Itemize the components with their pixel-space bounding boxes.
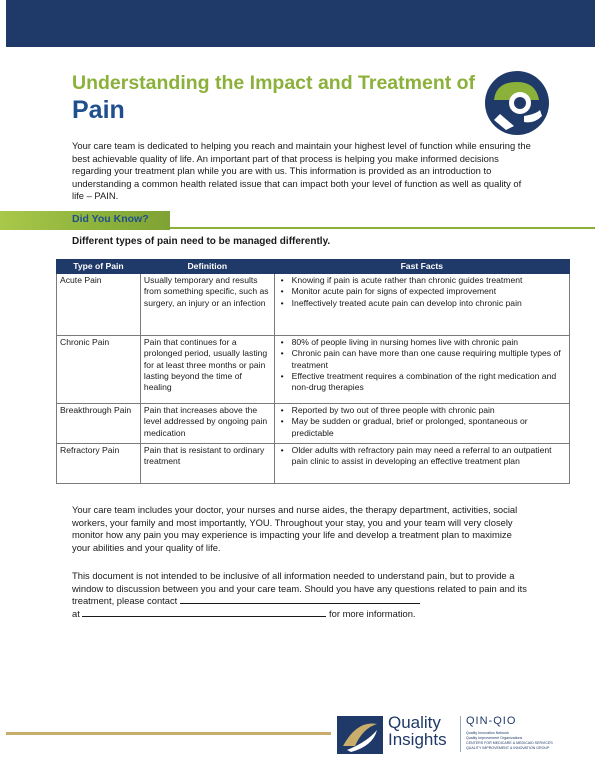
table-row	[57, 274, 570, 336]
section-subheading: Different types of pain need to be managed differently.	[72, 236, 331, 247]
table-header-row	[57, 260, 570, 274]
header-type: Type of Pain	[57, 260, 141, 274]
pain-type-cell: Chronic Pain	[57, 336, 141, 404]
qin-subtitle: Quality Improvement Organizations	[466, 736, 523, 740]
quality-insights-brand	[388, 714, 447, 748]
facts-cell	[274, 274, 569, 336]
pain-type-cell: Breakthrough Pain	[57, 404, 141, 444]
qin-subtitle: Quality Innovation Network	[466, 731, 509, 735]
list-item: • Chronic pain can have more than one cause requiring multiple types of treatment	[278, 348, 566, 370]
page-title: Understanding the Impact and Treatment of	[72, 72, 476, 94]
footer-divider	[460, 716, 461, 752]
care-team-paragraph: Your care team includes your doctor, your nurses and nurse aides, the therapy department, activities, social workers, your family and most importantly, YOU. Throughout your stay, you and your team will very closely monitor how any pain you may experience is impacting your life and develop a treatment plan to maximize your abilities and your quality of life.	[72, 504, 518, 553]
brand-line: Quality	[388, 713, 441, 732]
qin-qio-name: QIN-QIO	[466, 715, 517, 727]
list-item: • Ineffectively treated acute pain can develop into chronic pain	[278, 298, 566, 309]
header-definition: Definition	[140, 260, 274, 274]
closing-text: for more information.	[329, 607, 416, 619]
did-you-know-heading: Did You Know?	[72, 213, 149, 225]
fact-list	[278, 337, 566, 393]
qin-subtitle: QUALITY IMPROVEMENT & INNOVATION GROUP	[466, 746, 550, 750]
list-item: • Older adults with refractory pain may need a referral to an outpatient pain clinic to assist in developing an effective treatment plan	[278, 445, 566, 467]
table-row	[57, 404, 570, 444]
pain-type-cell: Acute Pain	[57, 274, 141, 336]
contact-phone-blank[interactable]	[82, 608, 326, 617]
footer-rule	[6, 732, 331, 735]
list-item: • Reported by two out of three people with chronic pain	[278, 405, 566, 416]
fact-list	[278, 445, 566, 467]
definition-cell: Usually temporary and results from something specific, such as surgery, an injury or an infection	[140, 274, 274, 336]
page-title-topic: Pain	[72, 96, 125, 124]
disclaimer-paragraph	[72, 570, 542, 620]
intro-paragraph: Your care team is dedicated to helping you reach and maintain your highest level of function while ensuring the best achievable quality of life. An important part of that process is helping you make informed decisions regarding your treatment plan while you are with us. This information is provided as an introduction to understanding a common health related issue that can impact both your level of function as well as quality of life – PAIN.	[72, 140, 531, 202]
qin-subtitle: CENTERS FOR MEDICARE & MEDICAID SERVICES	[466, 741, 553, 745]
quality-insights-logo-icon	[337, 716, 383, 754]
facts-cell	[274, 336, 569, 404]
table-row	[57, 336, 570, 404]
header-fast-facts: Fast Facts	[274, 260, 569, 274]
brand-line: Insights	[388, 730, 447, 749]
contact-name-blank[interactable]	[180, 595, 420, 604]
pain-types-table	[56, 259, 570, 484]
at-label: at	[72, 607, 80, 619]
pain-type-cell: Refractory Pain	[57, 444, 141, 484]
pain-icon	[484, 70, 550, 136]
definition-cell: Pain that continues for a prolonged period, usually lasting for at least three months or pain lasting beyond the time of healing	[140, 336, 274, 404]
list-item: • Knowing if pain is acute rather than chronic guides treatment	[278, 275, 566, 286]
list-item: • May be sudden or gradual, brief or prolonged, spontaneous or predictable	[278, 416, 566, 438]
definition-cell: Pain that is resistant to ordinary treatment	[140, 444, 274, 484]
facts-cell	[274, 404, 569, 444]
list-item: • Effective treatment requires a combination of the right medication and non-drug therapies	[278, 371, 566, 393]
definition-cell: Pain that increases above the level addressed by ongoing pain medication	[140, 404, 274, 444]
fact-list	[278, 405, 566, 439]
list-item: • 80% of people living in nursing homes live with chronic pain	[278, 337, 566, 348]
table-row	[57, 444, 570, 484]
fact-list	[278, 275, 566, 309]
list-item: • Monitor acute pain for signs of expected improvement	[278, 286, 566, 297]
section-divider	[170, 227, 595, 229]
disclaimer-text: This document is not intended to be inclusive of all information needed to understand pain, but to provide a window to discussion between you and your care team. Should you have any questions related to pain and its treatment, please contact	[72, 570, 527, 607]
header-bar	[6, 0, 595, 47]
facts-cell	[274, 444, 569, 484]
